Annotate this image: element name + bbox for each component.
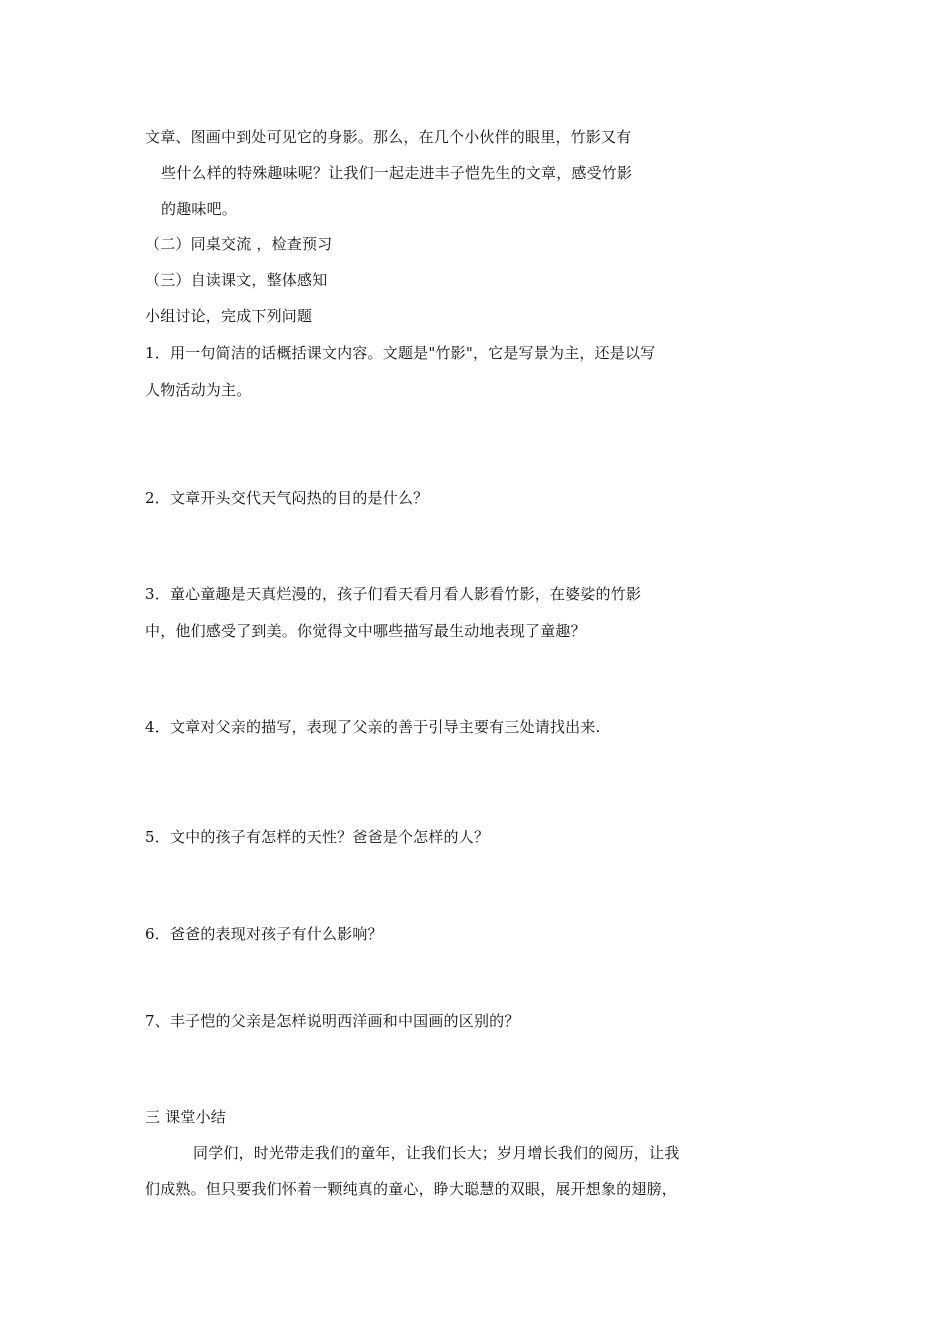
question-4: 4．文章对父亲的描写，表现了父亲的善于引导主要有三处请找出来. — [145, 718, 601, 736]
question-3-line-2: 中，他们感受了到美。你觉得文中哪些描写最生动地表现了童趣？ — [145, 622, 586, 640]
intro-line-2: 些什么样的特殊趣味呢？让我们一起走进丰子恺先生的文章，感受竹影 — [161, 164, 633, 182]
question-2: 2．文章开头交代天气闷热的目的是什么？ — [145, 489, 429, 507]
question-7: 7、丰子恺的父亲是怎样说明西洋画和中国画的区别的？ — [145, 1012, 520, 1030]
question-1-line-1: 1．用一句简洁的话概括课文内容。文题是"竹影"，它是写景为主，还是以写 — [145, 344, 656, 362]
question-6: 6．爸爸的表现对孩子有什么影响？ — [145, 925, 383, 943]
question-1-line-2: 人物活动为主。 — [145, 381, 252, 399]
group-task-text: 小组讨论，完成下列问题 — [145, 307, 313, 325]
summary-line-1: 同学们，时光带走我们的童年，让我们长大；岁月增长我们的阅历，让我 — [193, 1144, 680, 1162]
step-3-heading: （三）自读课文，整体感知 — [145, 271, 328, 289]
summary-heading: 三 课堂小结 — [145, 1108, 226, 1126]
intro-line-1: 文章、图画中到处可见它的身影。那么，在几个小伙伴的眼里，竹影又有 — [145, 128, 632, 146]
question-5: 5．文中的孩子有怎样的天性？爸爸是个怎样的人？ — [145, 828, 490, 846]
summary-line-2: 们成熟。但只要我们怀着一颗纯真的童心，睁大聪慧的双眼，展开想象的翅膀， — [145, 1180, 678, 1198]
question-3-line-1: 3．童心童趣是天真烂漫的，孩子们看天看月看人影看竹影，在婆娑的竹影 — [145, 585, 642, 603]
intro-line-3: 的趣味吧。 — [161, 200, 238, 218]
step-2-heading: （二）同桌交流 ，检查预习 — [145, 235, 333, 253]
